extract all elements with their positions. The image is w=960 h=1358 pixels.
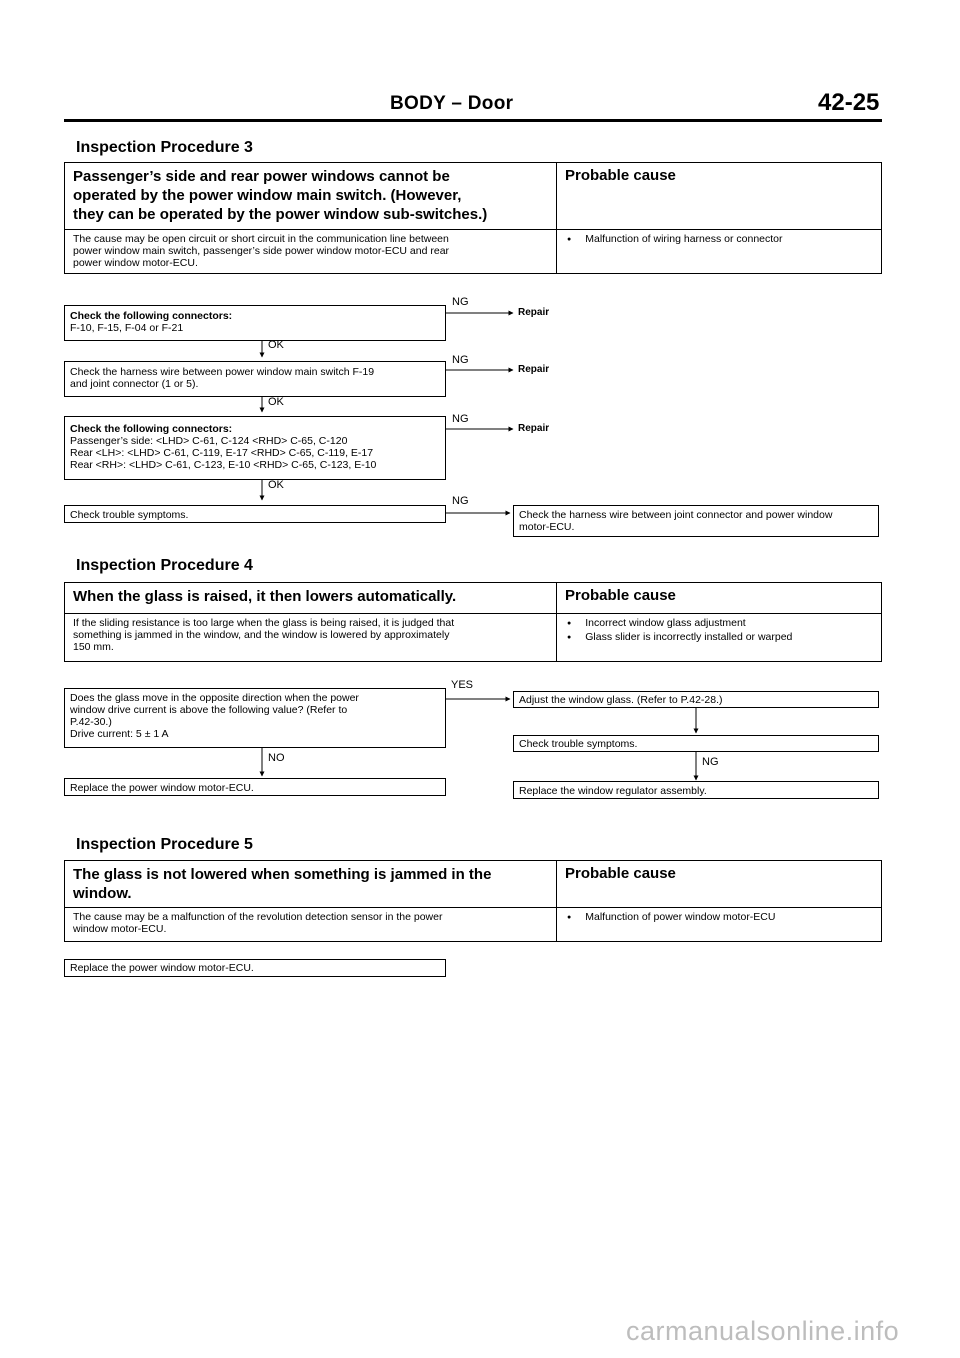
flow-step-3: Check the following connectors: Passenger’s side: <LHD> C-61, C-124 <RHD> C-65, C-120 Rear <LH>: <LHD> C-61, C-119, E-17 <RHD> C-65, C-119, E-17 Rear <RH>: <LHD> C-61, C-123, E-10 <RHD> C-65, C-123, E-10: [64, 416, 446, 480]
symptom-text: Passenger’s side and rear power windows cannot be operated by the power window main switch. (However, they can be operated by the power window sub-switches.): [73, 168, 488, 223]
ok-label: OK: [268, 479, 284, 491]
ng-label: NG: [452, 354, 469, 366]
cause-item: ● Malfunction of wiring harness or connector: [567, 233, 871, 247]
repair-label: Repair: [518, 423, 550, 434]
cause-item: ● Glass slider is incorrectly installed or warped: [567, 631, 871, 645]
ng-label: NG: [452, 413, 469, 425]
flow-step-4: Check trouble symptoms.: [64, 505, 446, 523]
ok-label: OK: [268, 396, 284, 408]
watermark: carmanualsonline.info: [626, 1316, 900, 1346]
cause-description: If the sliding resistance is too large when the glass is being raised, it is judged that something is jammed in the window, and the window is lowered by approximately 150 mm.: [73, 617, 455, 653]
cause-description: The cause may be open circuit or short circuit in the communication line between power window main switch, passenger’s side power window motor-ECU and rear power window motor-ECU.: [73, 233, 450, 269]
flow-step-1: Check the following connectors: F-10, F-15, F-04 or F-21: [64, 305, 446, 341]
no-label: NO: [268, 752, 285, 764]
probable-cause-heading: Probable cause: [556, 583, 881, 613]
symptom-text: The glass is not lowered when something is jammed in the window.: [73, 866, 492, 902]
procedure-table: [64, 582, 882, 662]
page-title: BODY – Door: [390, 93, 514, 114]
cause-item: ● Malfunction of power window motor-ECU: [567, 911, 871, 925]
symptom-text: When the glass is raised, it then lowers automatically.: [73, 588, 457, 605]
page-number: 42-25: [818, 89, 880, 116]
cause-description: The cause may be a malfunction of the revolution detection sensor in the power window motor-ECU.: [73, 911, 443, 935]
cause-list: [556, 230, 881, 274]
ng-label: NG: [702, 756, 719, 768]
yes-label: YES: [451, 679, 474, 691]
harness-check-box: Check the harness wire between joint connector and power window motor-ECU.: [513, 505, 879, 537]
cause-item: ● Incorrect window glass adjustment: [567, 617, 871, 631]
replace-motor-ecu-box: Replace the power window motor-ECU.: [64, 959, 446, 977]
ok-label: OK: [268, 339, 284, 351]
replace-motor-ecu-box: Replace the power window motor-ECU.: [64, 778, 446, 796]
procedure-heading: Inspection Procedure 3: [76, 139, 253, 156]
cause-list: [556, 614, 881, 662]
replace-regulator-box: Replace the window regulator assembly.: [513, 781, 879, 799]
adjust-glass-box: Adjust the window glass. (Refer to P.42-28.): [513, 691, 879, 708]
probable-cause-heading: Probable cause: [556, 163, 881, 229]
ng-label: NG: [452, 296, 469, 308]
repair-label: Repair: [518, 307, 550, 318]
procedure-heading: Inspection Procedure 4: [76, 557, 253, 574]
cause-list: [556, 908, 881, 942]
flow-step-2: Check the harness wire between power window main switch F-19 and joint connector (1 or 5).: [64, 361, 446, 397]
probable-cause-heading: Probable cause: [556, 861, 881, 907]
procedure-heading: Inspection Procedure 5: [76, 836, 253, 853]
procedure-table: [64, 162, 882, 274]
repair-label: Repair: [518, 364, 550, 375]
procedure-table: [64, 860, 882, 942]
question-box: Does the glass move in the opposite direction when the power window drive current is above the following value? (Refer to P.42-30.) Drive current: 5 ± 1 A: [64, 688, 446, 748]
check-symptoms-box: Check trouble symptoms.: [513, 735, 879, 752]
ng-label: NG: [452, 495, 469, 507]
